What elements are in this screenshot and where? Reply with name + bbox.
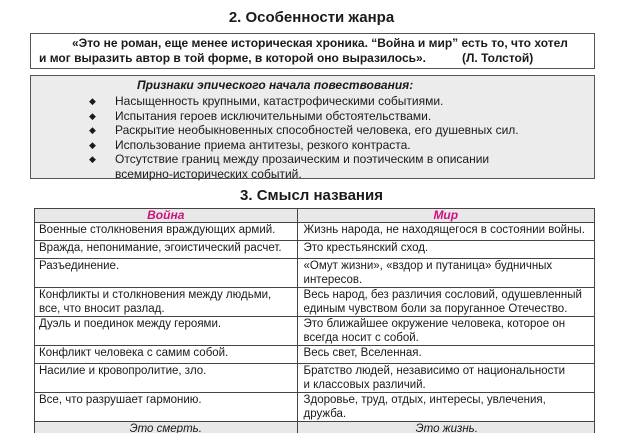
cell-line: Весь свет, Вселенная. (303, 347, 422, 359)
peace-cell (297, 259, 594, 288)
war-cell (35, 223, 298, 241)
meaning-table (34, 208, 595, 433)
cell-line: всегда носит с собой. (303, 332, 419, 344)
list-item (31, 152, 584, 167)
war-cell (35, 288, 298, 317)
cell-line: Жизнь народа, не находящегося в состоянии войны. (303, 224, 585, 236)
war-cell (35, 317, 298, 346)
table-row (35, 317, 595, 346)
cell-line: Все, что разрушает гармонию. (39, 394, 202, 406)
cell-line: «Омут жизни», «вздор и путаница» будничных (303, 260, 553, 272)
diamond-bullet-icon: ◆ (89, 125, 96, 135)
list-item (31, 123, 584, 138)
list-item (31, 109, 584, 124)
table-row (35, 259, 595, 288)
cell-line: Это ближайшее окружение человека, которое он (303, 318, 566, 330)
peace-cell (297, 393, 594, 422)
war-cell (35, 259, 298, 288)
column-header-peace: Мир (297, 209, 594, 223)
list-item-text: Раскрытие необыкновенных способностей человека, его душевных сил. (115, 123, 519, 137)
cell-line: Насилие и кровопролитие, зло. (39, 365, 207, 377)
list-item (31, 94, 584, 109)
cell-line: все, что вносит разлад. (39, 303, 165, 315)
cell-line: Весь народ, без различия сословий, одушевленный (303, 289, 582, 301)
cell-line: Военные столкновения враждующих армий. (39, 224, 276, 236)
diamond-bullet-icon: ◆ (89, 154, 96, 164)
war-cell (35, 241, 298, 259)
list-item-continuation (31, 167, 584, 182)
peace-cell (297, 364, 594, 393)
tolstoy-quote-box (30, 33, 595, 69)
cell-line: Это крестьянский сход. (303, 242, 429, 254)
table-row (35, 346, 595, 364)
cell-line: и классовых различий. (303, 379, 426, 391)
diamond-bullet-icon: ◆ (89, 110, 96, 121)
table-row (35, 393, 595, 422)
list-item (31, 138, 584, 153)
peace-cell (297, 223, 594, 241)
cell-line: единым чувством боли за поруганное Отечество. (303, 303, 568, 315)
quote-line-1: «Это не роман, еще менее историческая хроника. “Война и мир” есть то, что хотел (72, 36, 568, 50)
quote-line-2 (39, 51, 586, 66)
peace-cell (297, 317, 594, 346)
table-row (35, 288, 595, 317)
list-item-text: Испытания героев исключительными обстоятельствами. (115, 108, 432, 123)
table-row (35, 364, 595, 393)
cell-line: Дуэль и поединок между героями. (39, 318, 222, 330)
epic-signs-heading: Признаки эпического начала повествования: (137, 78, 414, 92)
peace-summary-cell: Это жизнь. (297, 422, 594, 433)
cell-line: Вражда, непонимание, эгоистический расчет. (39, 242, 282, 254)
diamond-bullet-icon: ◆ (89, 139, 96, 150)
cell-line: интересов. (303, 274, 363, 286)
war-cell (35, 346, 298, 364)
cell-line: Здоровье, труд, отдых, интересы, увлечения, дружба. (303, 394, 546, 420)
cell-line: Братство людей, независимо от национальности (303, 365, 566, 377)
peace-cell (297, 241, 594, 259)
table-summary-row (35, 422, 595, 433)
list-item-text: Насыщенность крупными, катастрофическими событиями. (115, 94, 444, 108)
war-cell (35, 393, 298, 422)
war-summary-cell: Это смерть. (35, 422, 298, 433)
table-row (35, 223, 595, 241)
list-item-text: Отсутствие границ между прозаическим и поэтическим в описании (115, 152, 490, 166)
section-title-genre: 2. Особенности жанра (228, 9, 395, 26)
epic-signs-box (30, 75, 595, 179)
war-cell (35, 364, 298, 393)
quote-author: (Л. Толстой) (462, 51, 534, 65)
cell-line: Конфликты и столкновения между людьми, (39, 289, 272, 301)
section-title-meaning: 3. Смысл названия (240, 187, 383, 204)
quote-text-2: и мог выразить автор в той форме, в которой оно выразилось». (39, 51, 426, 65)
epic-signs-list (31, 94, 584, 181)
list-item-text: Использование приема антитезы, резкого контраста. (115, 137, 411, 152)
cell-line: Конфликт человека с самим собой. (39, 347, 229, 359)
column-header-war: Война (35, 209, 298, 223)
cell-line: Разъединение. (39, 260, 120, 272)
table-row (35, 241, 595, 259)
table-header-row (35, 209, 595, 223)
diamond-bullet-icon: ◆ (89, 96, 96, 106)
list-item-text: всемирно-исторических событий. (115, 166, 302, 181)
peace-cell (297, 288, 594, 317)
peace-cell (297, 346, 594, 364)
